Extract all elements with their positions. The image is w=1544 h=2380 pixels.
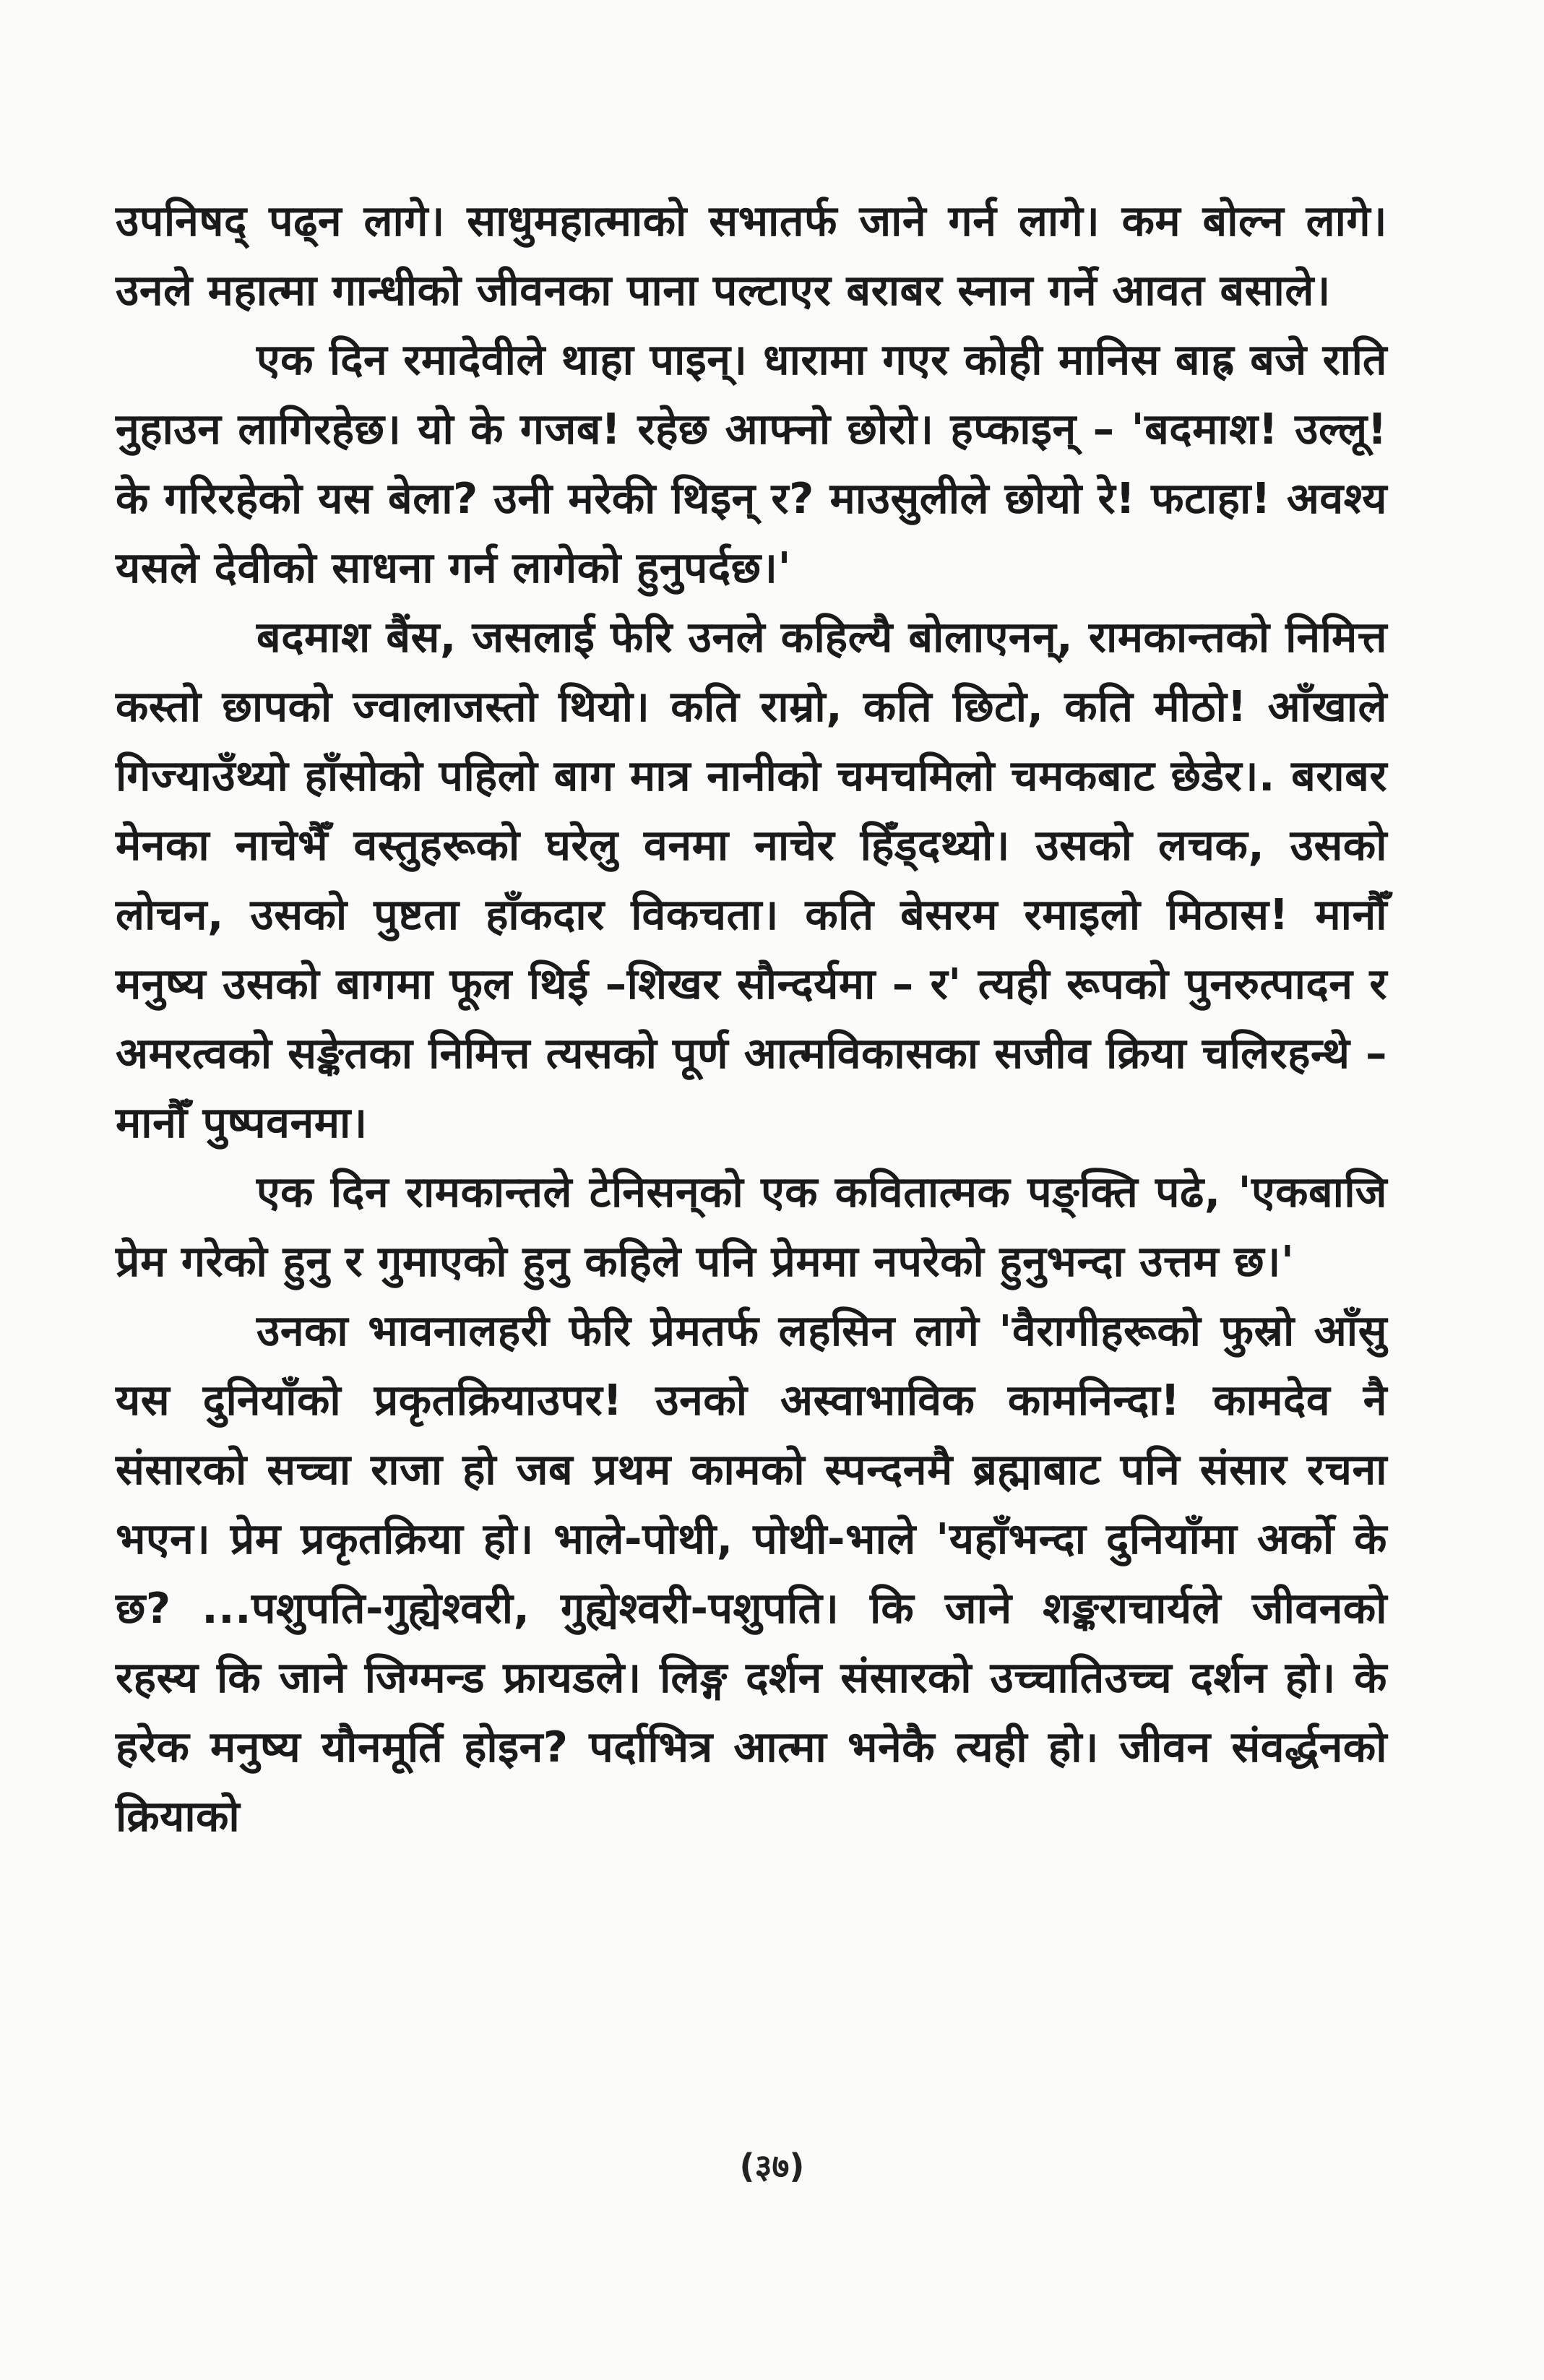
paragraph-1: उपनिषद् पढ्न लागे। साधुमहात्माको सभातर्फ जाने गर्न लागे। कम बोल्न लागे। उनले महात्मा गान्धीको जीवनका पाना पल्टाएर बराबर स्नान गर्ने आवत बसाले। — [116, 196, 1387, 315]
paragraph-3: बदमाश बैंस, जसलाई फेरि उनले कहिल्यै बोलाएनन्, रामकान्तको निमित्त कस्तो छापको ज्वालाजस्तो थियो। कति राम्रो, कति छिटो, कति मीठो! आँखाले गिज्याउँथ्यो हाँसोको पहिलो बाग मात्र नानीको चमचमिलो चमकबाट छेडेर।. बराबर मेनका नाचेभैँ वस्तुहरूको घरेलु वनमा नाचेर हिँड्दथ्यो। उसको लचक, उसको लोचन, उसको पुष्टता हाँकदार विकचता। कति बेसरम रमाइलो मिठास! मानौँ मनुष्य उसको बागमा फूल थिई –शिखर सौन्दर्यमा – र' त्यही रूपको पुनरुत्पादन र अमरत्वको सङ्केतका निमित्त त्यसको पूर्ण आत्मविकासका सजीव क्रिया चलिरहन्थे – मानौँ पुष्पवनमा। — [116, 612, 1387, 1147]
paragraph-4: एक दिन रामकान्तले टेनिसन्‌को एक कवितात्मक पङ्क्ति पढे, 'एकबाजि प्रेम गरेको हुनु र गुमाएको हुनु कहिले पनि प्रेममा नपरेको हुनुभन्दा उत्तम छ।' — [116, 1167, 1387, 1286]
body-text — [116, 186, 1387, 1851]
page-number: (३७) — [739, 2147, 805, 2186]
paragraph-2: एक दिन रमादेवीले थाहा पाइन्। धारामा गएर कोही मानिस बाह्र बजे राति नुहाउन लागिरहेछ। यो के गजब! रहेछ आफ्नो छोरो। हप्काइन् – 'बदमाश! उल्लू! के गरिरहेको यस बेला? उनी मरेकी थिइन् र? माउसुलीले छोयो रे! फटाहा! अवश्य यसले देवीको साधना गर्न लागेको हुनुपर्दछ।' — [116, 335, 1387, 592]
paragraph-5: उनका भावनालहरी फेरि प्रेमतर्फ लहसिन लागे 'वैरागीहरूको फुस्रो आँसु यस दुनियाँको प्रकृतक्रियाउपर! उनको अस्वाभाविक कामनिन्दा! कामदेव नै संसारको सच्चा राजा हो जब प्रथम कामको स्पन्दनमै ब्रह्माबाट पनि संसार रचना भएन। प्रेम प्रकृतक्रिया हो। भाले-पोथी, पोथी-भाले 'यहाँभन्दा दुनियाँमा अर्को के छ? ...पशुपति-गुह्येश्वरी, गुह्येश्वरी-पशुपति। कि जाने शङ्कराचार्यले जीवनको रहस्य कि जाने जिग्मन्ड फ्रायडले। लिङ्ग दर्शन संसारको उच्चातिउच्च दर्शन हो। के हरेक मनुष्य यौनमूर्ति होइन? पर्दाभित्र आत्मा भनेकै त्यही हो। जीवन संवर्द्धनको क्रियाको — [116, 1306, 1387, 1841]
